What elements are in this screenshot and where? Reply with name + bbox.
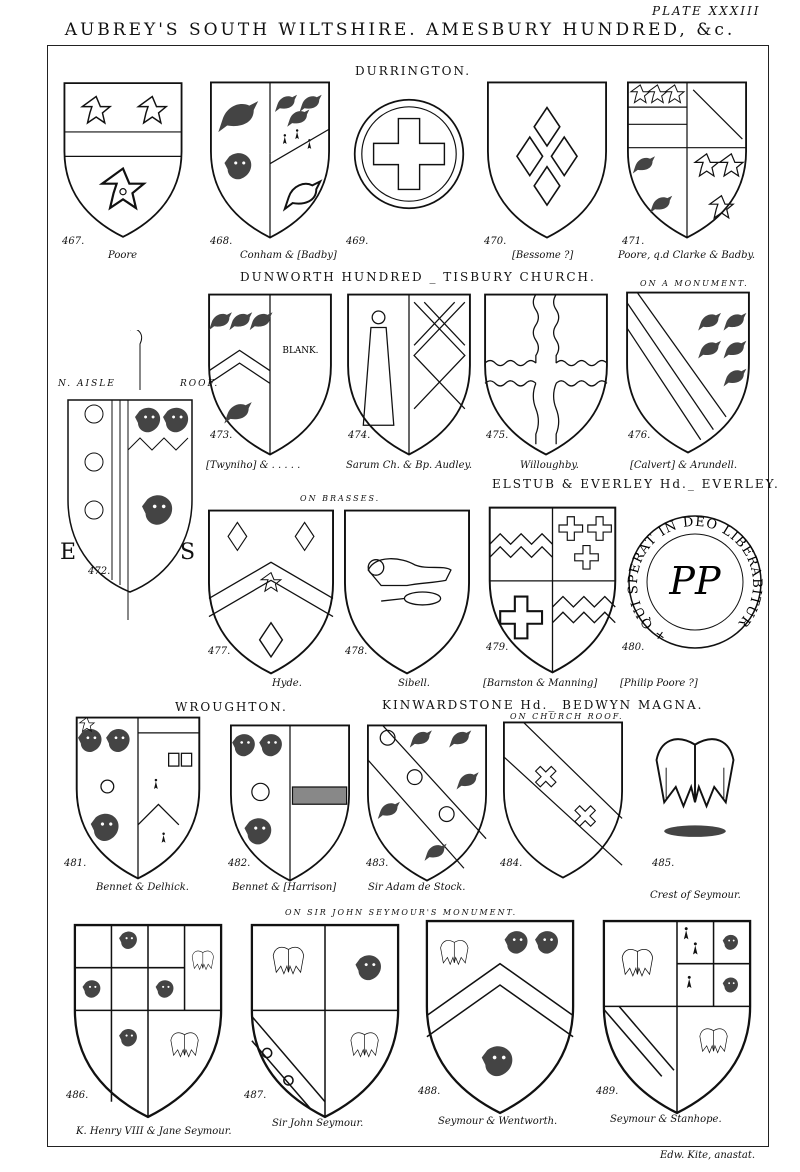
- seal-480: [625, 512, 765, 652]
- shield-caption: Sir Adam de Stock.: [368, 882, 466, 893]
- label-n-aisle: N. AISLE: [58, 379, 116, 389]
- shield-486: [65, 922, 231, 1120]
- subhead-on-church-roof: ON CHURCH ROOF.: [510, 712, 624, 721]
- shield-number: 484.: [500, 858, 523, 869]
- shield-caption: [Calvert] & Arundell.: [630, 460, 738, 471]
- plate-number: PLATE XXXIII: [652, 4, 761, 18]
- shield-caption: Seymour & Stanhope.: [610, 1114, 722, 1125]
- shield-caption: Seymour & Wentworth.: [438, 1116, 558, 1127]
- roundel-469: [350, 95, 468, 213]
- subhead-on-brasses: ON BRASSES.: [300, 494, 381, 503]
- shield-487: [242, 922, 408, 1120]
- seal-monogram: PP: [669, 559, 721, 603]
- shield-number: 467.: [62, 236, 85, 247]
- shield-caption: [Bessome ?]: [512, 250, 574, 261]
- engraver-credit: Edw. Kite, anastat.: [660, 1150, 756, 1161]
- shield-number: 469.: [346, 236, 369, 247]
- subhead-seymour-monument: ON SIR JOHN SEYMOUR'S MONUMENT.: [285, 908, 518, 917]
- shield-number: 473.: [210, 430, 233, 441]
- subhead-on-monument: ON A MONUMENT.: [640, 279, 749, 288]
- seal-legend: + QUI SPERAT IN DEO LIBERABITUR: [625, 514, 765, 645]
- shield-caption: Sarum Ch. & Bp. Audley.: [346, 460, 473, 471]
- shield-number: 471.: [622, 236, 645, 247]
- shield-number: 489.: [596, 1086, 619, 1097]
- shield-caption: [Twyniho] & . . . . .: [206, 460, 301, 471]
- shield-caption: Sir John Seymour.: [272, 1118, 364, 1129]
- shield-number: 481.: [64, 858, 87, 869]
- shield-number: 486.: [66, 1090, 89, 1101]
- shield-484: [498, 720, 628, 880]
- heading-kinwardstone: KINWARDSTONE Hd._ BEDWYN MAGNA.: [382, 698, 704, 712]
- shield-caption: Poore, q.d Clarke & Badby.: [618, 250, 756, 261]
- shield-number: 480.: [622, 642, 645, 653]
- shield-number: 474.: [348, 430, 371, 441]
- shield-number: 475.: [486, 430, 509, 441]
- heading-wroughton: WROUGHTON.: [175, 700, 288, 714]
- letter-s: S: [180, 540, 196, 565]
- shield-number: 470.: [484, 236, 507, 247]
- heading-durrington: DURRINGTON.: [355, 64, 472, 78]
- shield-number: 479.: [486, 642, 509, 653]
- shield-caption: Bennet & Delhick.: [96, 882, 189, 893]
- shield-caption: Willoughby.: [520, 460, 579, 471]
- shield-caption: Poore: [108, 250, 138, 261]
- shield-467: [62, 80, 184, 240]
- shield-number: 488.: [418, 1086, 441, 1097]
- shield-caption: [Barnston & Manning]: [483, 678, 598, 689]
- plate-title: AUBREY'S SOUTH WILTSHIRE. AMESBURY HUNDRED, &c.: [64, 20, 736, 40]
- shield-number: 483.: [366, 858, 389, 869]
- heading-elstub: ELSTUB & EVERLEY Hd._ EVERLEY.: [492, 477, 780, 491]
- shield-number: 485.: [652, 858, 675, 869]
- shield-number: 482.: [228, 858, 251, 869]
- shield-caption: Bennet & [Harrison]: [232, 882, 337, 893]
- shield-caption: K. Henry VIII & Jane Seymour.: [76, 1126, 232, 1137]
- banner-472: [60, 330, 200, 630]
- shield-caption: Crest of Seymour.: [650, 890, 741, 901]
- shield-caption: Conham & [Badby]: [240, 250, 337, 261]
- shield-number: 476.: [628, 430, 651, 441]
- shield-489: [594, 918, 760, 1116]
- shield-caption: [Philip Poore ?]: [620, 678, 698, 689]
- shield-number: 487.: [244, 1090, 267, 1101]
- shield-number: 472.: [88, 566, 111, 577]
- crest-485: [645, 735, 745, 860]
- letter-e: E: [60, 540, 77, 565]
- shield-caption: Hyde.: [272, 678, 302, 689]
- label-roof: ROOF.: [180, 379, 220, 389]
- shield-481: [62, 715, 214, 881]
- shield-468: [207, 80, 333, 240]
- shield-caption: Sibell.: [398, 678, 430, 689]
- shield-number: 478.: [345, 646, 368, 657]
- shield-471: [622, 80, 752, 240]
- shield-488: [417, 918, 583, 1116]
- shield-number: 468.: [210, 236, 233, 247]
- blank-label: BLANK.: [282, 345, 319, 356]
- heading-dunworth: DUNWORTH HUNDRED _ TISBURY CHURCH.: [240, 270, 596, 284]
- shield-470: [484, 80, 610, 240]
- shield-number: 477.: [208, 646, 231, 657]
